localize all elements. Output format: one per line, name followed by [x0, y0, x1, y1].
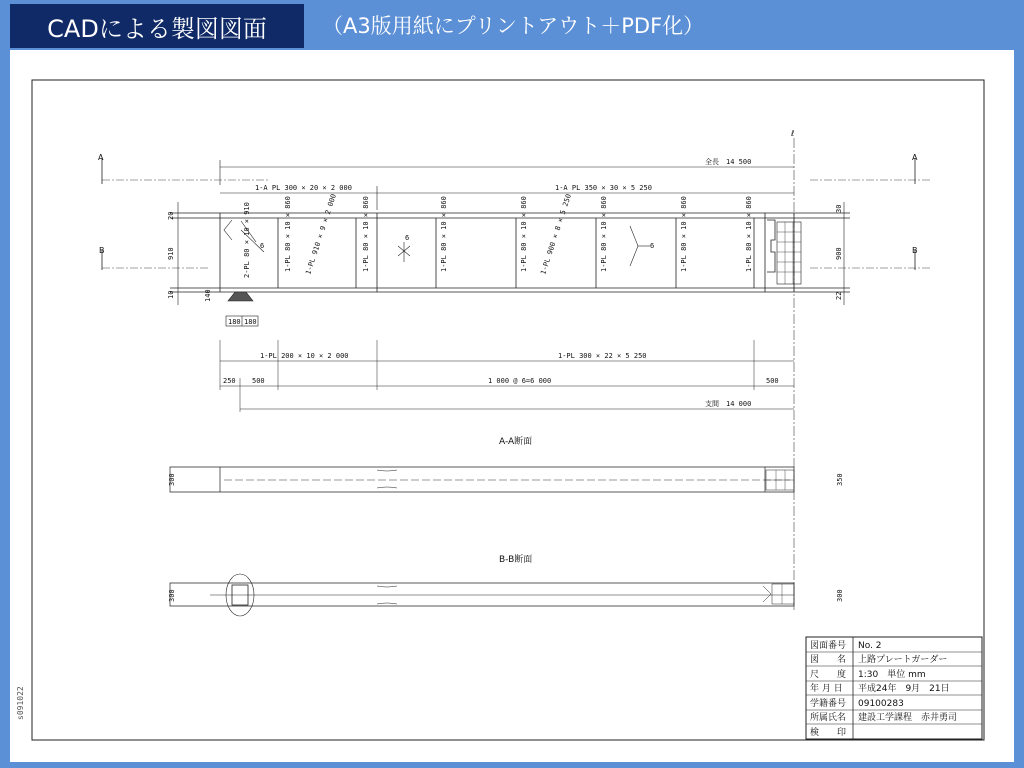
- dim-180b: 180: [244, 318, 257, 326]
- svg-text:B: B: [99, 246, 105, 255]
- tb-value: 平成24年 9月 21日: [858, 684, 950, 694]
- stiffener-label: 1-PL 80 × 10 × 860: [600, 196, 608, 272]
- svg-text:10: 10: [167, 290, 175, 299]
- svg-text:A: A: [912, 153, 918, 162]
- svg-text:300: 300: [168, 589, 176, 602]
- svg-text:300: 300: [836, 589, 844, 602]
- slide-subtitle: （A3版用紙にプリントアウト＋PDF化）: [322, 14, 705, 38]
- dim-250: 250: [223, 377, 236, 385]
- svg-text:300: 300: [168, 473, 176, 486]
- top-flange-1: 1-A PL 300 × 20 × 2 000: [255, 184, 352, 192]
- section-marker-b: [99, 246, 930, 270]
- tb-label: 図面番号: [810, 641, 847, 651]
- bottom-flange-2: 1-PL 300 × 22 × 5 250: [558, 352, 647, 360]
- tb-label: 年 月 日: [810, 684, 843, 694]
- tb-label: 検 印: [810, 728, 847, 738]
- stiffener-label: 2-PL 80 × 10 × 910: [243, 202, 251, 278]
- section-aa: [168, 467, 844, 492]
- top-flange-2: 1-A PL 350 × 30 × 5 250: [555, 184, 652, 192]
- dim-500-left: 500: [252, 377, 265, 385]
- stiffener-label: 1-PL 80 × 10 × 860: [680, 196, 688, 272]
- svg-text:A: A: [98, 153, 104, 162]
- tb-value: 1:30 単位 mm: [858, 670, 926, 680]
- bottom-flange-1: 1-PL 200 × 10 × 2 000: [260, 352, 349, 360]
- dim-180a: 180: [228, 318, 241, 326]
- svg-text:140: 140: [204, 289, 212, 302]
- weld-mark-2: 6: [405, 234, 410, 242]
- side-code: s091022: [16, 686, 25, 720]
- left-height-dims: [167, 202, 212, 305]
- section-bb: [168, 574, 844, 616]
- title-block: [806, 637, 982, 739]
- tb-value: 建設工学課程 赤井勇司: [858, 713, 958, 723]
- svg-text:B: B: [912, 246, 918, 255]
- tb-label: 尺 度: [810, 670, 847, 680]
- stiffener-label: 1-PL 80 × 10 × 860: [520, 196, 528, 272]
- stiffener-label: 1-PL 80 × 10 × 860: [284, 196, 292, 272]
- overall-length: 全長 14 500: [705, 158, 752, 166]
- section-aa-title: A-A断面: [499, 437, 533, 447]
- section-bb-title: B-B断面: [499, 555, 533, 565]
- stiffener-label: 1-PL 80 × 10 × 860: [362, 196, 370, 272]
- stiffener-label: 1-PL 910 × 9 × 2 000: [304, 192, 338, 276]
- tb-label: 所属氏名: [810, 713, 847, 723]
- slide-title: CADによる製図図面: [10, 4, 304, 48]
- stiffener-label: 1-PL 80 × 10 × 860: [745, 196, 753, 272]
- dim-spacing: 1 000 @ 6=6 000: [488, 377, 552, 385]
- tb-label: 図 名: [810, 655, 847, 665]
- svg-text:350: 350: [836, 473, 844, 486]
- stiffener-label: 1-PL 900 × 8 × 5 250: [539, 192, 573, 276]
- stiffener-labels: [243, 193, 753, 278]
- tb-label: 学籍番号: [810, 699, 847, 709]
- section-marker-a: [98, 153, 930, 184]
- svg-text:22: 22: [835, 291, 843, 300]
- dim-500-right: 500: [766, 377, 779, 385]
- right-height-dims: [835, 202, 844, 305]
- drawing-sheet: [10, 50, 1014, 762]
- svg-text:20: 20: [167, 211, 175, 220]
- weld-mark-1: 6: [260, 242, 265, 250]
- centerline-mark: ℓ: [791, 129, 795, 138]
- tb-value: 09100283: [858, 699, 904, 709]
- svg-text:910: 910: [167, 247, 175, 260]
- svg-text:900: 900: [835, 247, 843, 260]
- stiffener-label: 1-PL 80 × 10 × 860: [440, 196, 448, 272]
- svg-text:30: 30: [835, 204, 843, 213]
- weld-mark-3: 6: [650, 242, 655, 250]
- tb-value: No. 2: [858, 641, 882, 651]
- span-dim: 支間 14 000: [705, 400, 752, 408]
- girder-drawing: [10, 50, 1014, 762]
- tb-value: 上路プレートガーダー: [858, 655, 948, 665]
